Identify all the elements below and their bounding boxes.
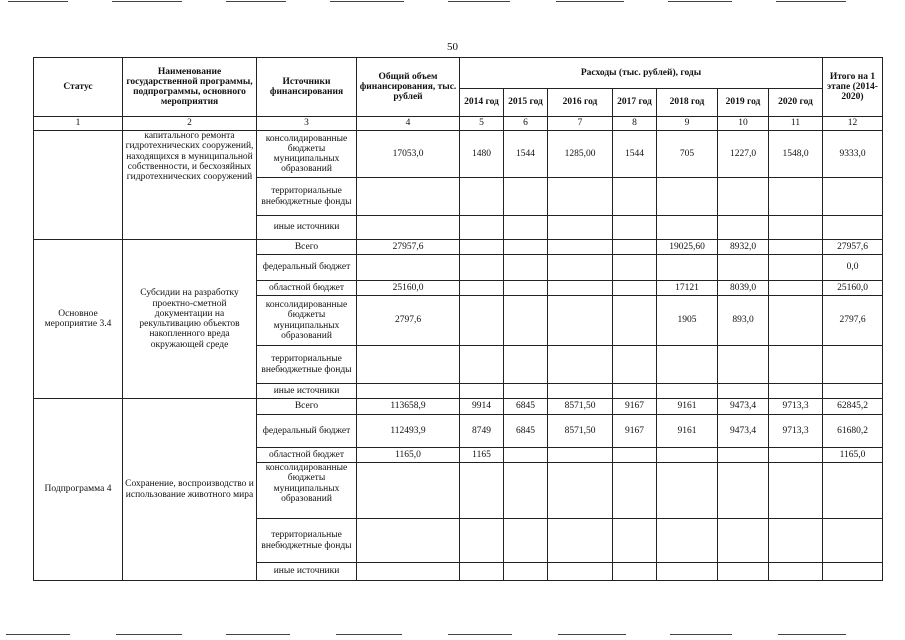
value-cell: [613, 281, 657, 296]
status-cell: [34, 131, 123, 240]
header-year: 2020 год: [769, 89, 823, 117]
column-number: 7: [548, 117, 613, 131]
value-cell: [460, 519, 504, 563]
value-cell: [548, 519, 613, 563]
value-cell: [504, 463, 548, 519]
header-status: Статус: [34, 58, 123, 117]
value-cell: 19025,60: [657, 240, 718, 255]
value-cell: 25160,0: [357, 281, 460, 296]
header-sources: Источники финансирования: [257, 58, 357, 117]
value-cell: [718, 519, 769, 563]
value-cell: [460, 296, 504, 346]
value-cell: [548, 281, 613, 296]
value-cell: [613, 255, 657, 281]
value-cell: 1285,00: [548, 131, 613, 178]
value-cell: [718, 216, 769, 240]
value-cell: 1480: [460, 131, 504, 178]
value-cell: [504, 563, 548, 581]
measure-name: Субсидии на разработку проектно-сметной документации на рекультивацию объектов накопленного вреда окружающей среде: [123, 240, 257, 399]
column-number: 10: [718, 117, 769, 131]
table-row: [34, 240, 883, 255]
value-cell: [823, 178, 883, 216]
page-number: 50: [447, 41, 458, 53]
value-cell: [357, 216, 460, 240]
value-cell: 27957,6: [823, 240, 883, 255]
column-number: 4: [357, 117, 460, 131]
value-cell: [718, 346, 769, 384]
value-cell: [548, 563, 613, 581]
header-year: 2015 год: [504, 89, 548, 117]
value-cell: [823, 519, 883, 563]
value-cell: [657, 384, 718, 399]
value-cell: [504, 296, 548, 346]
value-cell: 25160,0: [823, 281, 883, 296]
value-cell: [657, 563, 718, 581]
value-cell: [548, 384, 613, 399]
value-cell: [613, 346, 657, 384]
value-cell: 8749: [460, 415, 504, 448]
value-cell: 8571,50: [548, 399, 613, 415]
status-cell: Подпрограмма 4: [34, 399, 123, 581]
value-cell: [548, 255, 613, 281]
source-cell: областной бюджет: [257, 281, 357, 296]
measure-name: Сохранение, воспроизводство и использование животного мира: [123, 399, 257, 581]
header-expenses: Расходы (тыс. рублей), годы: [460, 58, 823, 89]
value-cell: [357, 384, 460, 399]
value-cell: [548, 463, 613, 519]
value-cell: [657, 519, 718, 563]
value-cell: [460, 563, 504, 581]
scan-top-dashes: [0, 1, 905, 4]
value-cell: [460, 384, 504, 399]
value-cell: [769, 216, 823, 240]
source-cell: иные источники: [257, 384, 357, 399]
value-cell: 9713,3: [769, 415, 823, 448]
source-cell: территориальные внебюджетные фонды: [257, 519, 357, 563]
value-cell: 6845: [504, 399, 548, 415]
header-year: 2019 год: [718, 89, 769, 117]
value-cell: [504, 346, 548, 384]
financing-table: [33, 57, 883, 581]
measure-name: капитального ремонта гидротехнических сооружений, находящихся в муниципальной собственности, и бесхозяйных гидротехнических сооружений: [123, 131, 257, 240]
value-cell: 705: [657, 131, 718, 178]
value-cell: 112493,9: [357, 415, 460, 448]
value-cell: [613, 563, 657, 581]
header-stage-total: Итого на 1 этапе (2014-2020): [823, 58, 883, 117]
column-number: 2: [123, 117, 257, 131]
value-cell: [357, 563, 460, 581]
value-cell: [823, 463, 883, 519]
value-cell: 62845,2: [823, 399, 883, 415]
value-cell: [460, 240, 504, 255]
value-cell: [769, 448, 823, 463]
value-cell: 9713,3: [769, 399, 823, 415]
value-cell: [823, 216, 883, 240]
column-number-row: [34, 117, 883, 131]
value-cell: [613, 296, 657, 346]
value-cell: [613, 178, 657, 216]
header-year: 2016 год: [548, 89, 613, 117]
source-cell: Всего: [257, 240, 357, 255]
value-cell: [769, 563, 823, 581]
value-cell: [460, 281, 504, 296]
value-cell: [460, 178, 504, 216]
value-cell: 2797,6: [823, 296, 883, 346]
column-number: 1: [34, 117, 123, 131]
header-program-name: Наименование государственной программы, подпрограммы, основного мероприятия: [123, 58, 257, 117]
value-cell: [548, 448, 613, 463]
value-cell: 9473,4: [718, 415, 769, 448]
table-row: [34, 399, 883, 415]
value-cell: 1165,0: [823, 448, 883, 463]
source-cell: Всего: [257, 399, 357, 415]
value-cell: 6845: [504, 415, 548, 448]
header-row-1: [34, 58, 883, 89]
value-cell: [548, 178, 613, 216]
value-cell: [504, 448, 548, 463]
value-cell: [823, 346, 883, 384]
value-cell: [504, 240, 548, 255]
value-cell: [769, 519, 823, 563]
value-cell: [769, 296, 823, 346]
value-cell: 61680,2: [823, 415, 883, 448]
value-cell: [460, 463, 504, 519]
value-cell: [718, 255, 769, 281]
value-cell: 1165: [460, 448, 504, 463]
value-cell: [613, 448, 657, 463]
value-cell: [460, 255, 504, 281]
value-cell: [613, 463, 657, 519]
value-cell: [504, 255, 548, 281]
value-cell: [548, 346, 613, 384]
source-cell: областной бюджет: [257, 448, 357, 463]
value-cell: [769, 255, 823, 281]
value-cell: 893,0: [718, 296, 769, 346]
value-cell: 9167: [613, 415, 657, 448]
value-cell: [548, 240, 613, 255]
header-year: 2017 год: [613, 89, 657, 117]
value-cell: [718, 384, 769, 399]
value-cell: [548, 296, 613, 346]
value-cell: [504, 216, 548, 240]
value-cell: [357, 255, 460, 281]
value-cell: [769, 463, 823, 519]
value-cell: [657, 463, 718, 519]
value-cell: 9167: [613, 399, 657, 415]
value-cell: [460, 216, 504, 240]
value-cell: 9161: [657, 399, 718, 415]
value-cell: [769, 384, 823, 399]
value-cell: [657, 448, 718, 463]
value-cell: [823, 563, 883, 581]
column-number: 3: [257, 117, 357, 131]
value-cell: 17121: [657, 281, 718, 296]
value-cell: [504, 178, 548, 216]
source-cell: федеральный бюджет: [257, 415, 357, 448]
value-cell: [718, 563, 769, 581]
value-cell: [613, 240, 657, 255]
value-cell: 8039,0: [718, 281, 769, 296]
source-cell: иные источники: [257, 563, 357, 581]
source-cell: консолидированные бюджеты муниципальных образований: [257, 296, 357, 346]
value-cell: 27957,6: [357, 240, 460, 255]
value-cell: 1548,0: [769, 131, 823, 178]
value-cell: [769, 346, 823, 384]
value-cell: [613, 384, 657, 399]
header-total: Общий объем финансирования, тыс. рублей: [357, 58, 460, 117]
value-cell: 1165,0: [357, 448, 460, 463]
source-cell: консолидированные бюджеты муниципальных образований: [257, 131, 357, 178]
column-number: 11: [769, 117, 823, 131]
value-cell: 113658,9: [357, 399, 460, 415]
header-year: 2014 год: [460, 89, 504, 117]
status-cell: Основное мероприятие 3.4: [34, 240, 123, 399]
value-cell: [504, 281, 548, 296]
value-cell: 9473,4: [718, 399, 769, 415]
value-cell: [504, 519, 548, 563]
source-cell: территориальные внебюджетные фонды: [257, 346, 357, 384]
value-cell: [357, 519, 460, 563]
source-cell: консолидированные бюджеты муниципальных образований: [257, 463, 357, 519]
value-cell: 1544: [504, 131, 548, 178]
value-cell: [504, 384, 548, 399]
value-cell: 9161: [657, 415, 718, 448]
value-cell: 0,0: [823, 255, 883, 281]
header-year: 2018 год: [657, 89, 718, 117]
value-cell: [357, 463, 460, 519]
value-cell: [657, 178, 718, 216]
value-cell: 17053,0: [357, 131, 460, 178]
source-cell: федеральный бюджет: [257, 255, 357, 281]
table-row: [34, 131, 883, 178]
value-cell: [357, 178, 460, 216]
value-cell: 2797,6: [357, 296, 460, 346]
value-cell: [769, 240, 823, 255]
value-cell: [613, 216, 657, 240]
value-cell: 1905: [657, 296, 718, 346]
column-number: 9: [657, 117, 718, 131]
column-number: 5: [460, 117, 504, 131]
value-cell: 1544: [613, 131, 657, 178]
column-number: 6: [504, 117, 548, 131]
value-cell: 8932,0: [718, 240, 769, 255]
value-cell: [657, 346, 718, 384]
scan-bottom-dashes: [0, 634, 905, 637]
value-cell: [769, 281, 823, 296]
value-cell: [548, 216, 613, 240]
value-cell: 9333,0: [823, 131, 883, 178]
value-cell: [460, 346, 504, 384]
value-cell: [718, 463, 769, 519]
value-cell: 1227,0: [718, 131, 769, 178]
value-cell: [357, 346, 460, 384]
value-cell: 8571,50: [548, 415, 613, 448]
value-cell: 9914: [460, 399, 504, 415]
value-cell: [718, 178, 769, 216]
value-cell: [657, 255, 718, 281]
value-cell: [718, 448, 769, 463]
value-cell: [657, 216, 718, 240]
column-number: 12: [823, 117, 883, 131]
source-cell: иные источники: [257, 216, 357, 240]
column-number: 8: [613, 117, 657, 131]
value-cell: [823, 384, 883, 399]
value-cell: [613, 519, 657, 563]
source-cell: территориальные внебюджетные фонды: [257, 178, 357, 216]
value-cell: [769, 178, 823, 216]
